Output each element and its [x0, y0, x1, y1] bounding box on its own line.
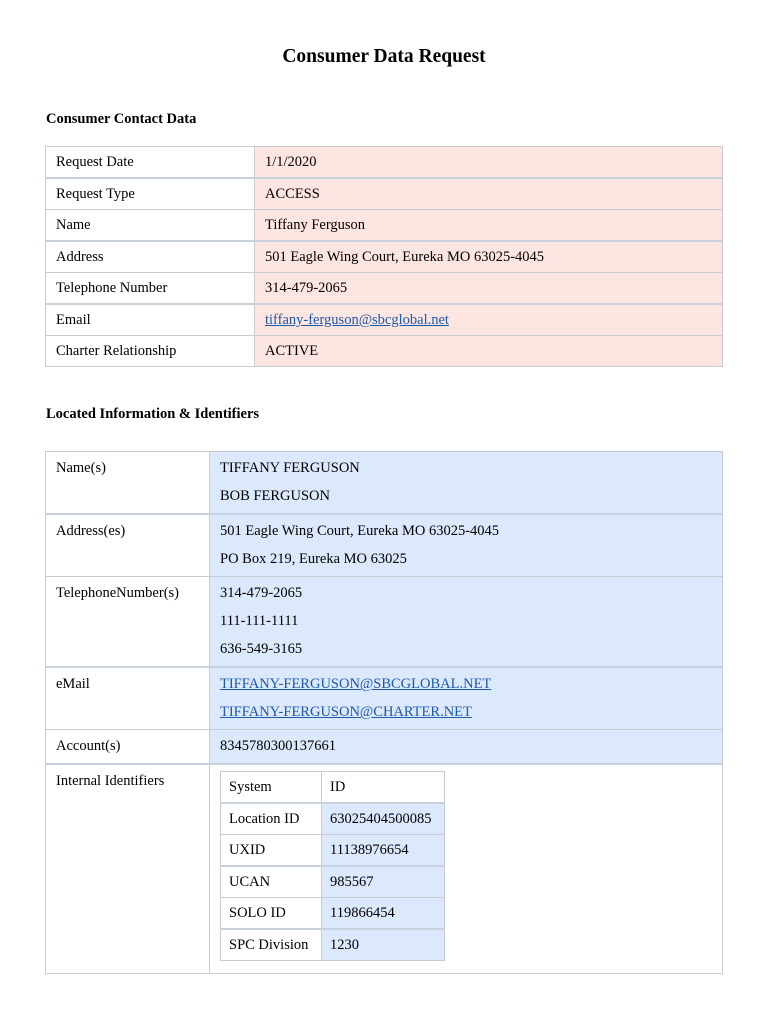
table-row [46, 273, 723, 305]
table-row [221, 803, 445, 835]
page-title: Consumer Data Request [282, 46, 486, 67]
email-value-cell [255, 304, 723, 336]
charter-relationship-label: Charter Relationship [46, 336, 255, 367]
account-entry: 8345780300137661 [220, 738, 336, 754]
contact-data-table [45, 146, 723, 367]
name-value: Tiffany Ferguson [255, 210, 723, 242]
table-row [221, 835, 445, 867]
accounts-value [210, 730, 723, 765]
name-label: Name [46, 210, 255, 242]
table-row [46, 147, 723, 179]
table-row [46, 336, 723, 367]
id-cell: 1230 [322, 929, 445, 961]
addresses-value [210, 514, 723, 577]
names-label: Name(s) [46, 452, 210, 515]
id-cell: 63025404500085 [322, 803, 445, 835]
system-cell: UXID [221, 835, 322, 867]
table-row [46, 178, 723, 210]
request-type-value: ACCESS [255, 178, 723, 210]
email-entry [220, 698, 712, 726]
address-entry: 501 Eagle Wing Court, Eureka MO 63025-4045 [220, 523, 500, 539]
table-row [46, 452, 723, 515]
table-row [221, 866, 445, 898]
phone-entry: 636-549-3165 [220, 641, 303, 657]
phone-entry: 111-111-1111 [220, 613, 299, 629]
table-row [46, 667, 723, 730]
name-entry: BOB FERGUSON [220, 488, 330, 504]
email-entry [220, 670, 712, 698]
system-cell: SPC Division [221, 929, 322, 961]
request-type-label: Request Type [46, 178, 255, 210]
address-entry: PO Box 219, Eureka MO 63025 [220, 551, 407, 567]
addresses-label: Address(es) [46, 514, 210, 577]
table-row [46, 730, 723, 765]
system-column-header: System [221, 772, 322, 804]
phones-value [210, 577, 723, 668]
id-cell: 11138976654 [322, 835, 445, 867]
emails-label: eMail [46, 667, 210, 730]
table-row [221, 929, 445, 961]
phones-label: TelephoneNumber(s) [46, 577, 210, 668]
located-section-heading: Located Information & Identifiers [46, 406, 260, 422]
email-link[interactable]: TIFFANY-FERGUSON@CHARTER.NET [220, 704, 472, 720]
request-date-label: Request Date [46, 147, 255, 179]
address-label: Address [46, 241, 255, 273]
accounts-label: Account(s) [46, 730, 210, 765]
emails-value [210, 667, 723, 730]
charter-relationship-value: ACTIVE [255, 336, 723, 367]
id-cell: 985567 [322, 866, 445, 898]
name-entry: TIFFANY FERGUSON [220, 460, 360, 476]
email-link[interactable]: TIFFANY-FERGUSON@SBCGLOBAL.NET [220, 676, 492, 692]
names-value [210, 452, 723, 515]
telephone-value: 314-479-2065 [255, 273, 723, 305]
table-row [221, 898, 445, 930]
system-cell: UCAN [221, 866, 322, 898]
phone-entry: 314-479-2065 [220, 585, 303, 601]
telephone-label: Telephone Number [46, 273, 255, 305]
email-label: Email [46, 304, 255, 336]
table-row [46, 210, 723, 242]
system-cell: SOLO ID [221, 898, 322, 930]
id-column-header: ID [322, 772, 445, 804]
address-value: 501 Eagle Wing Court, Eureka MO 63025-4045 [255, 241, 723, 273]
table-row [46, 577, 723, 668]
table-row [46, 514, 723, 577]
located-info-table [45, 451, 723, 974]
internal-identifiers-label: Internal Identifiers [46, 764, 210, 974]
table-row [46, 241, 723, 273]
table-header-row [221, 772, 445, 804]
request-date-value: 1/1/2020 [255, 147, 723, 179]
table-row [46, 304, 723, 336]
email-link[interactable]: tiffany-ferguson@sbcglobal.net [265, 312, 449, 328]
system-cell: Location ID [221, 803, 322, 835]
internal-identifiers-value [210, 764, 723, 974]
contact-section-heading: Consumer Contact Data [46, 111, 197, 127]
table-row [46, 764, 723, 974]
id-cell: 119866454 [322, 898, 445, 930]
internal-identifiers-table [220, 771, 445, 961]
